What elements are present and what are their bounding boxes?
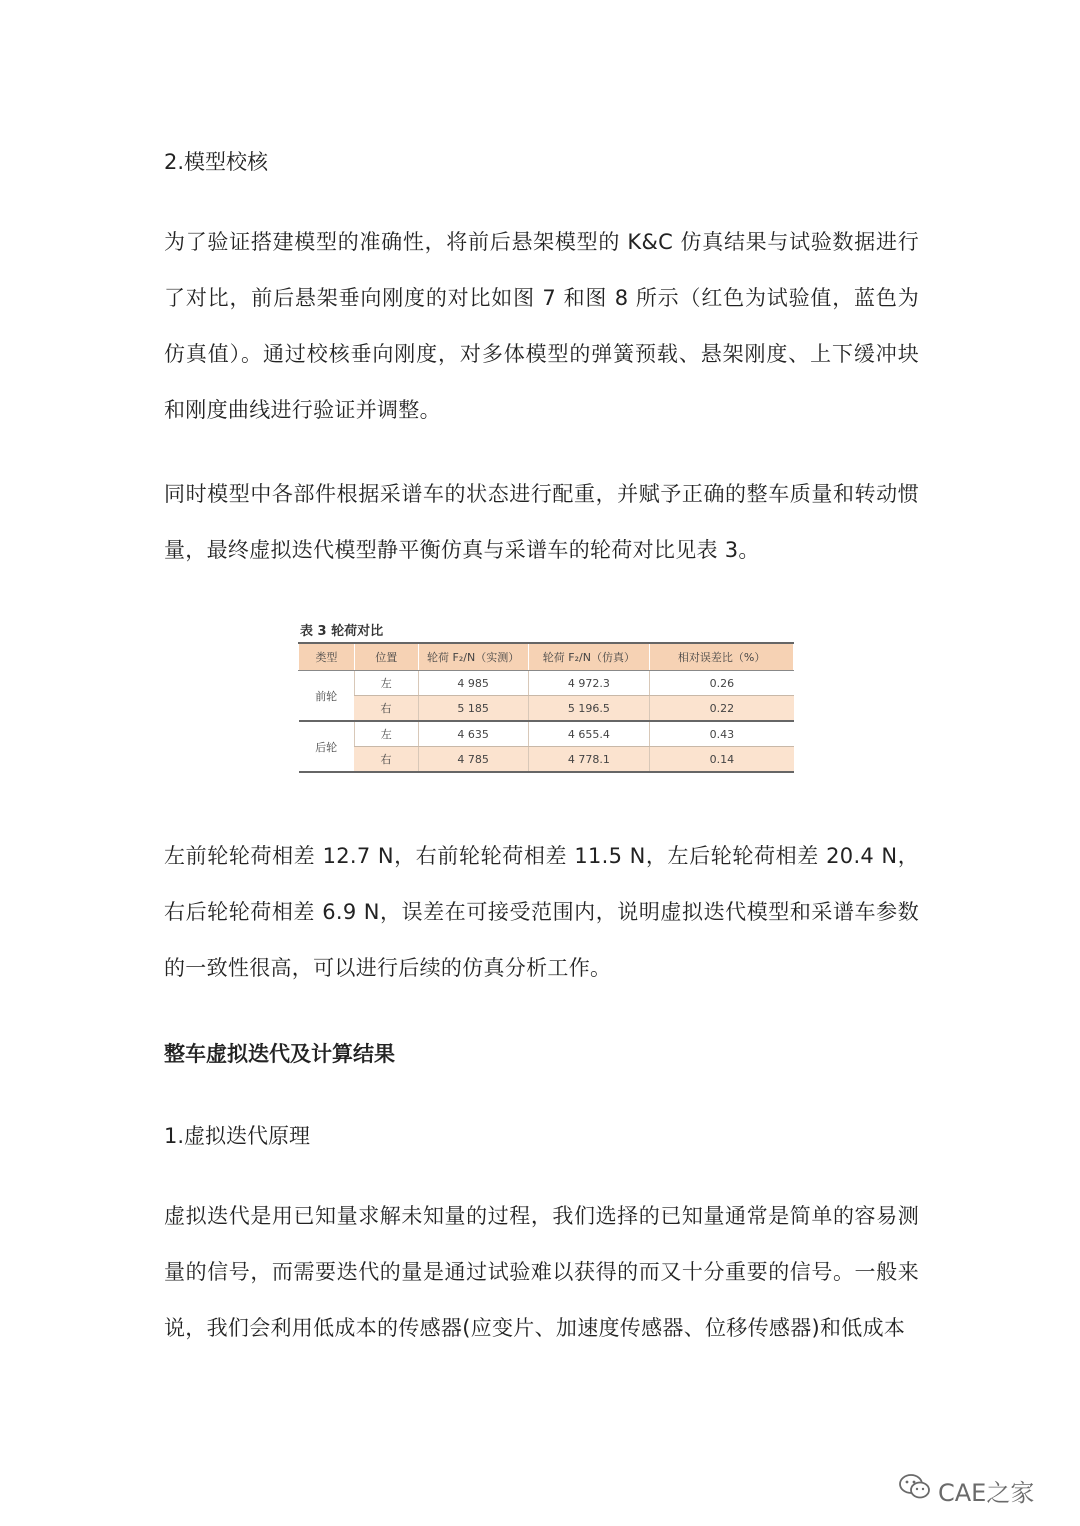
table-row [299,671,794,696]
table-caption: 表 3 轮荷对比 [300,624,384,639]
table-row [299,747,794,773]
column-header: 位置 [354,643,418,671]
measured-cell: 4 635 [418,721,528,747]
wheel-type-cell: 后轮 [299,721,355,772]
paragraph-load-difference: 左前轮轮荷相差 12.7 N，右前轮轮荷相差 11.5 N，左后轮轮荷相差 20.4 N，右后轮轮荷相差 6.9 N，误差在可接受范围内，说明虚拟迭代模型和采谱车参数的一致性很高，可以进行后续的仿真分析工作。 [164,844,919,980]
table-body [298,642,794,773]
section-heading-model-check: 2.模型校核 [164,150,269,174]
simulated-cell: 4 655.4 [528,721,650,747]
position-cell: 左 [354,671,418,696]
subheading-iteration-principle: 1.虚拟迭代原理 [164,1124,311,1148]
simulated-cell: 4 778.1 [528,747,650,773]
measured-cell: 5 185 [418,696,528,722]
column-header: 类型 [299,643,355,671]
simulated-cell: 4 972.3 [528,671,650,696]
table-row [299,696,794,722]
paragraph-iteration-principle: 虚拟迭代是用已知量求解未知量的过程，我们选择的已知量通常是简单的容易测量的信号，而需要迭代的量是通过试验难以获得的而又十分重要的信号。一般来说，我们会利用低成本的传感器(应变片、加速度传感器、位移传感器)和低成本 [164,1204,919,1340]
position-cell: 左 [354,721,418,747]
column-header: 轮荷 F₂/N（实测） [418,643,528,671]
column-header: 相对误差比（%） [650,643,794,671]
watermark [898,1472,1034,1508]
section-heading-vehicle-iteration: 整车虚拟迭代及计算结果 [164,1042,395,1066]
error-cell: 0.26 [650,671,794,696]
error-cell: 0.14 [650,747,794,773]
measured-cell: 4 985 [418,671,528,696]
error-cell: 0.22 [650,696,794,722]
table-row [299,721,794,747]
wheel-load-table [298,622,794,773]
paragraph-model-check-2: 同时模型中各部件根据采谱车的状态进行配重，并赋予正确的整车质量和转动惯量，最终虚拟迭代模型静平衡仿真与采谱车的轮荷对比见表 3。 [164,482,919,562]
paragraph-model-check-1: 为了验证搭建模型的准确性，将前后悬架模型的 K&C 仿真结果与试验数据进行了对比，前后悬架垂向刚度的对比如图 7 和图 8 所示（红色为试验值，蓝色为仿真值）。通过校核垂向刚度，对多体模型的弹簧预载、悬架刚度、上下缓冲块和刚度曲线进行验证并调整。 [164,230,919,422]
error-cell: 0.43 [650,721,794,747]
measured-cell: 4 785 [418,747,528,773]
wechat-icon [898,1472,932,1508]
position-cell: 右 [354,747,418,773]
watermark-text: CAE之家 [938,1478,1035,1507]
wheel-type-cell: 前轮 [299,671,355,722]
position-cell: 右 [354,696,418,722]
column-header: 轮荷 F₂/N（仿真） [528,643,650,671]
simulated-cell: 5 196.5 [528,696,650,722]
